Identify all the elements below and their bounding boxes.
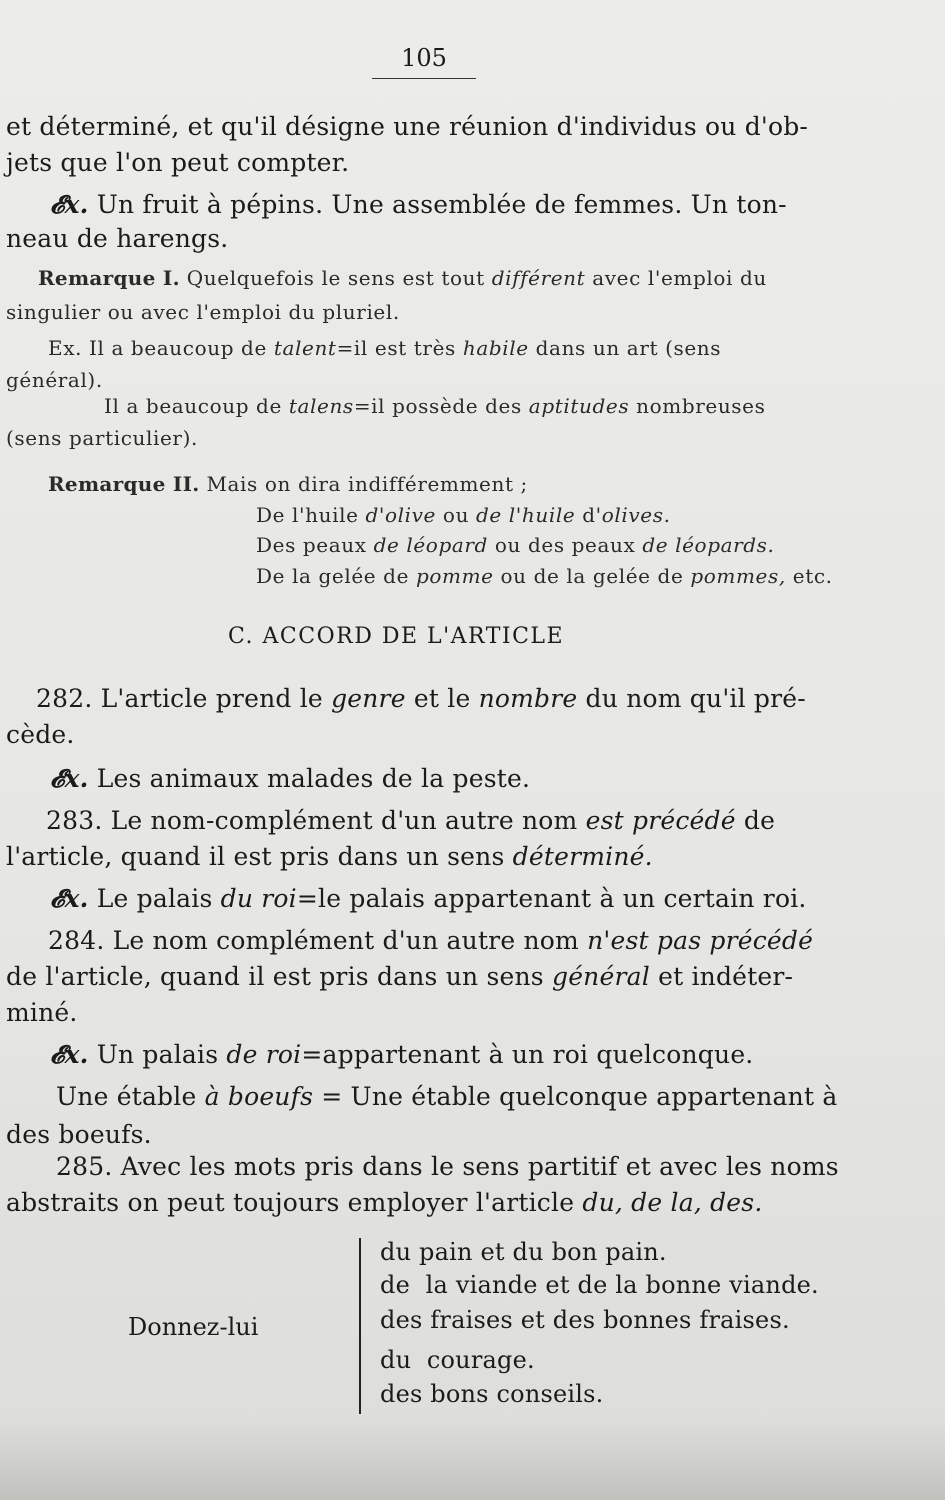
remark-line: Remarque I. Quelquefois le sens est tout différent avec l'emploi du bbox=[38, 266, 767, 290]
donnez-label: Donnez-lui bbox=[128, 1313, 259, 1341]
remark-line: De l'huile d'olive ou de l'huile d'olives. bbox=[256, 503, 671, 527]
paragraph-line: 282. L'article prend le genre et le nombre du nom qu'il pré- bbox=[36, 684, 806, 713]
donnez-item: du courage. bbox=[380, 1346, 535, 1374]
page-number: 105 bbox=[372, 44, 476, 79]
remark-line: (sens particulier). bbox=[6, 426, 198, 450]
donnez-item: des fraises et des bonnes fraises. bbox=[380, 1306, 790, 1334]
paragraph-line: cède. bbox=[6, 720, 75, 749]
paragraph-line: miné. bbox=[6, 998, 78, 1027]
remark-line: Des peaux de léopard ou des peaux de léopards. bbox=[256, 533, 775, 557]
example-marker: 𝓔x. bbox=[50, 884, 89, 913]
donnez-item: de la viande et de la bonne viande. bbox=[380, 1271, 819, 1299]
example-line: 𝓔x. Un palais de roi=appartenant à un roi quelconque. bbox=[50, 1040, 754, 1069]
example-marker: 𝓔x. bbox=[50, 764, 89, 793]
remark-line: Ex. Il a beaucoup de talent=il est très habile dans un art (sens bbox=[48, 336, 722, 360]
example-line: Une étable à boeufs = Une étable quelconque appartenant à bbox=[56, 1082, 838, 1111]
paragraph-line: abstraits on peut toujours employer l'article du, de la, des. bbox=[6, 1188, 763, 1217]
remark-label: Remarque II. bbox=[48, 472, 200, 496]
example-line: 𝓔x. Le palais du roi=le palais appartenant à un certain roi. bbox=[50, 884, 807, 913]
paragraph-line: l'article, quand il est pris dans un sens déterminé. bbox=[6, 842, 653, 871]
remark-line: Il a beaucoup de talens=il possède des aptitudes nombreuses bbox=[104, 394, 766, 418]
paragraph-line: de l'article, quand il est pris dans un sens général et indéter- bbox=[6, 962, 794, 991]
example-line: 𝓔x. Un fruit à pépins. Une assemblée de femmes. Un ton- bbox=[50, 190, 787, 219]
text-line: jets que l'on peut compter. bbox=[6, 148, 350, 177]
donnez-item: du pain et du bon pain. bbox=[380, 1238, 667, 1266]
example-marker: 𝓔x. bbox=[50, 1040, 89, 1069]
paragraph-line: 284. Le nom complément d'un autre nom n'est pas précédé bbox=[48, 926, 814, 955]
remark-line: singulier ou avec l'emploi du pluriel. bbox=[6, 300, 400, 324]
example-line: des boeufs. bbox=[6, 1120, 152, 1149]
example-marker: 𝓔x. bbox=[50, 190, 89, 219]
donnez-item: des bons conseils. bbox=[380, 1380, 604, 1408]
remark-line: Remarque II. Mais on dira indifféremment ; bbox=[48, 472, 528, 496]
remark-line: De la gelée de pomme ou de la gelée de pommes, etc. bbox=[256, 564, 833, 588]
paragraph-line: 285. Avec les mots pris dans le sens partitif et avec les noms bbox=[56, 1152, 839, 1181]
remark-line: général). bbox=[6, 368, 103, 392]
paragraph-line: 283. Le nom-complément d'un autre nom est précédé de bbox=[46, 806, 776, 835]
section-heading: C. ACCORD DE L'ARTICLE bbox=[228, 624, 565, 649]
text-line: et déterminé, et qu'il désigne une réunion d'individus ou d'ob- bbox=[6, 112, 809, 141]
text-line: neau de harengs. bbox=[6, 224, 229, 253]
remark-label: Remarque I. bbox=[38, 266, 180, 290]
example-line: 𝓔x. Les animaux malades de la peste. bbox=[50, 764, 531, 793]
page-edge-shadow bbox=[0, 1420, 945, 1500]
bracket-line bbox=[359, 1238, 361, 1414]
